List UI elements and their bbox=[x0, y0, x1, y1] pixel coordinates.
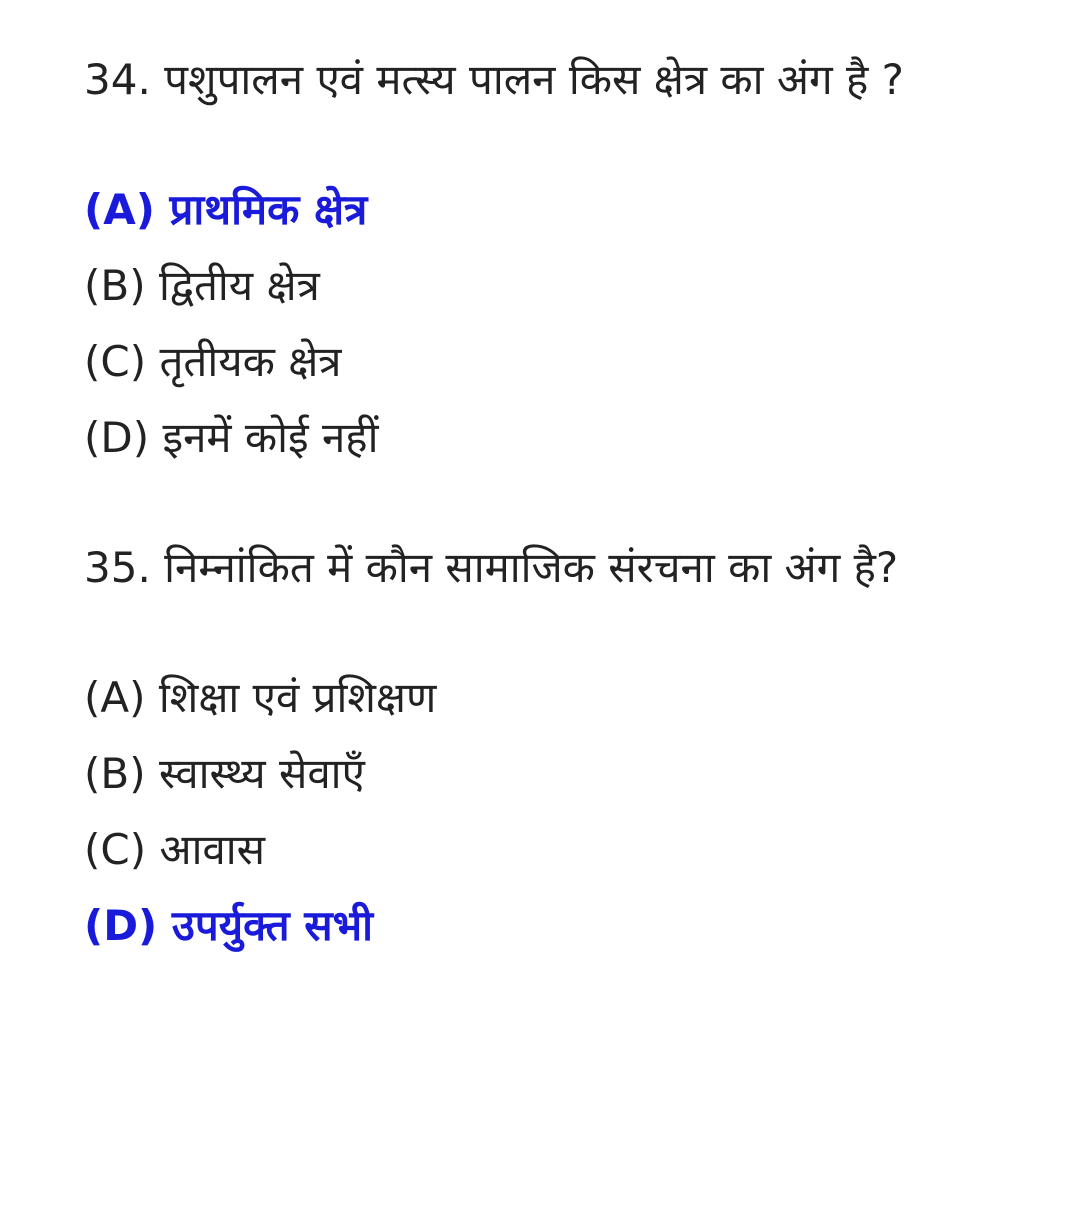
option-label: (D) bbox=[84, 413, 150, 462]
question-number: 35. bbox=[84, 543, 151, 592]
option-label: (A) bbox=[84, 185, 155, 234]
question-block-34 bbox=[84, 42, 1014, 476]
option-label: (B) bbox=[84, 261, 146, 310]
option-label: (C) bbox=[84, 337, 147, 386]
option-text: शिक्षा एवं प्रशिक्षण bbox=[158, 673, 437, 722]
option-text: तृतीयक क्षेत्र bbox=[159, 337, 342, 386]
option-a bbox=[84, 660, 1014, 736]
option-b bbox=[84, 736, 1014, 812]
option-d-correct bbox=[84, 888, 1014, 964]
option-c bbox=[84, 812, 1014, 888]
question-text: पशुपालन एवं मत्स्य पालन किस क्षेत्र का अंग है ? bbox=[164, 55, 904, 104]
option-b bbox=[84, 248, 1014, 324]
option-text: प्राथमिक क्षेत्र bbox=[169, 185, 368, 234]
option-label: (D) bbox=[84, 901, 158, 950]
option-text: आवास bbox=[159, 825, 266, 874]
option-a-correct bbox=[84, 172, 1014, 248]
option-text: उपर्युक्त सभी bbox=[171, 901, 373, 950]
option-label: (C) bbox=[84, 825, 147, 874]
option-label: (A) bbox=[84, 673, 146, 722]
option-text: स्वास्थ्य सेवाएँ bbox=[158, 749, 365, 798]
question-35-text bbox=[84, 530, 1014, 606]
question-text: निम्नांकित में कौन सामाजिक संरचना का अंग है? bbox=[164, 543, 899, 592]
option-d bbox=[84, 400, 1014, 476]
question-34-text bbox=[84, 42, 1014, 118]
options-list-34 bbox=[84, 172, 1014, 476]
option-c bbox=[84, 324, 1014, 400]
option-text: द्वितीय क्षेत्र bbox=[158, 261, 320, 310]
question-number: 34. bbox=[84, 55, 151, 104]
option-text: इनमें कोई नहीं bbox=[162, 413, 379, 462]
quiz-page bbox=[84, 42, 1014, 964]
options-list-35 bbox=[84, 660, 1014, 964]
question-block-35 bbox=[84, 530, 1014, 964]
option-label: (B) bbox=[84, 749, 146, 798]
